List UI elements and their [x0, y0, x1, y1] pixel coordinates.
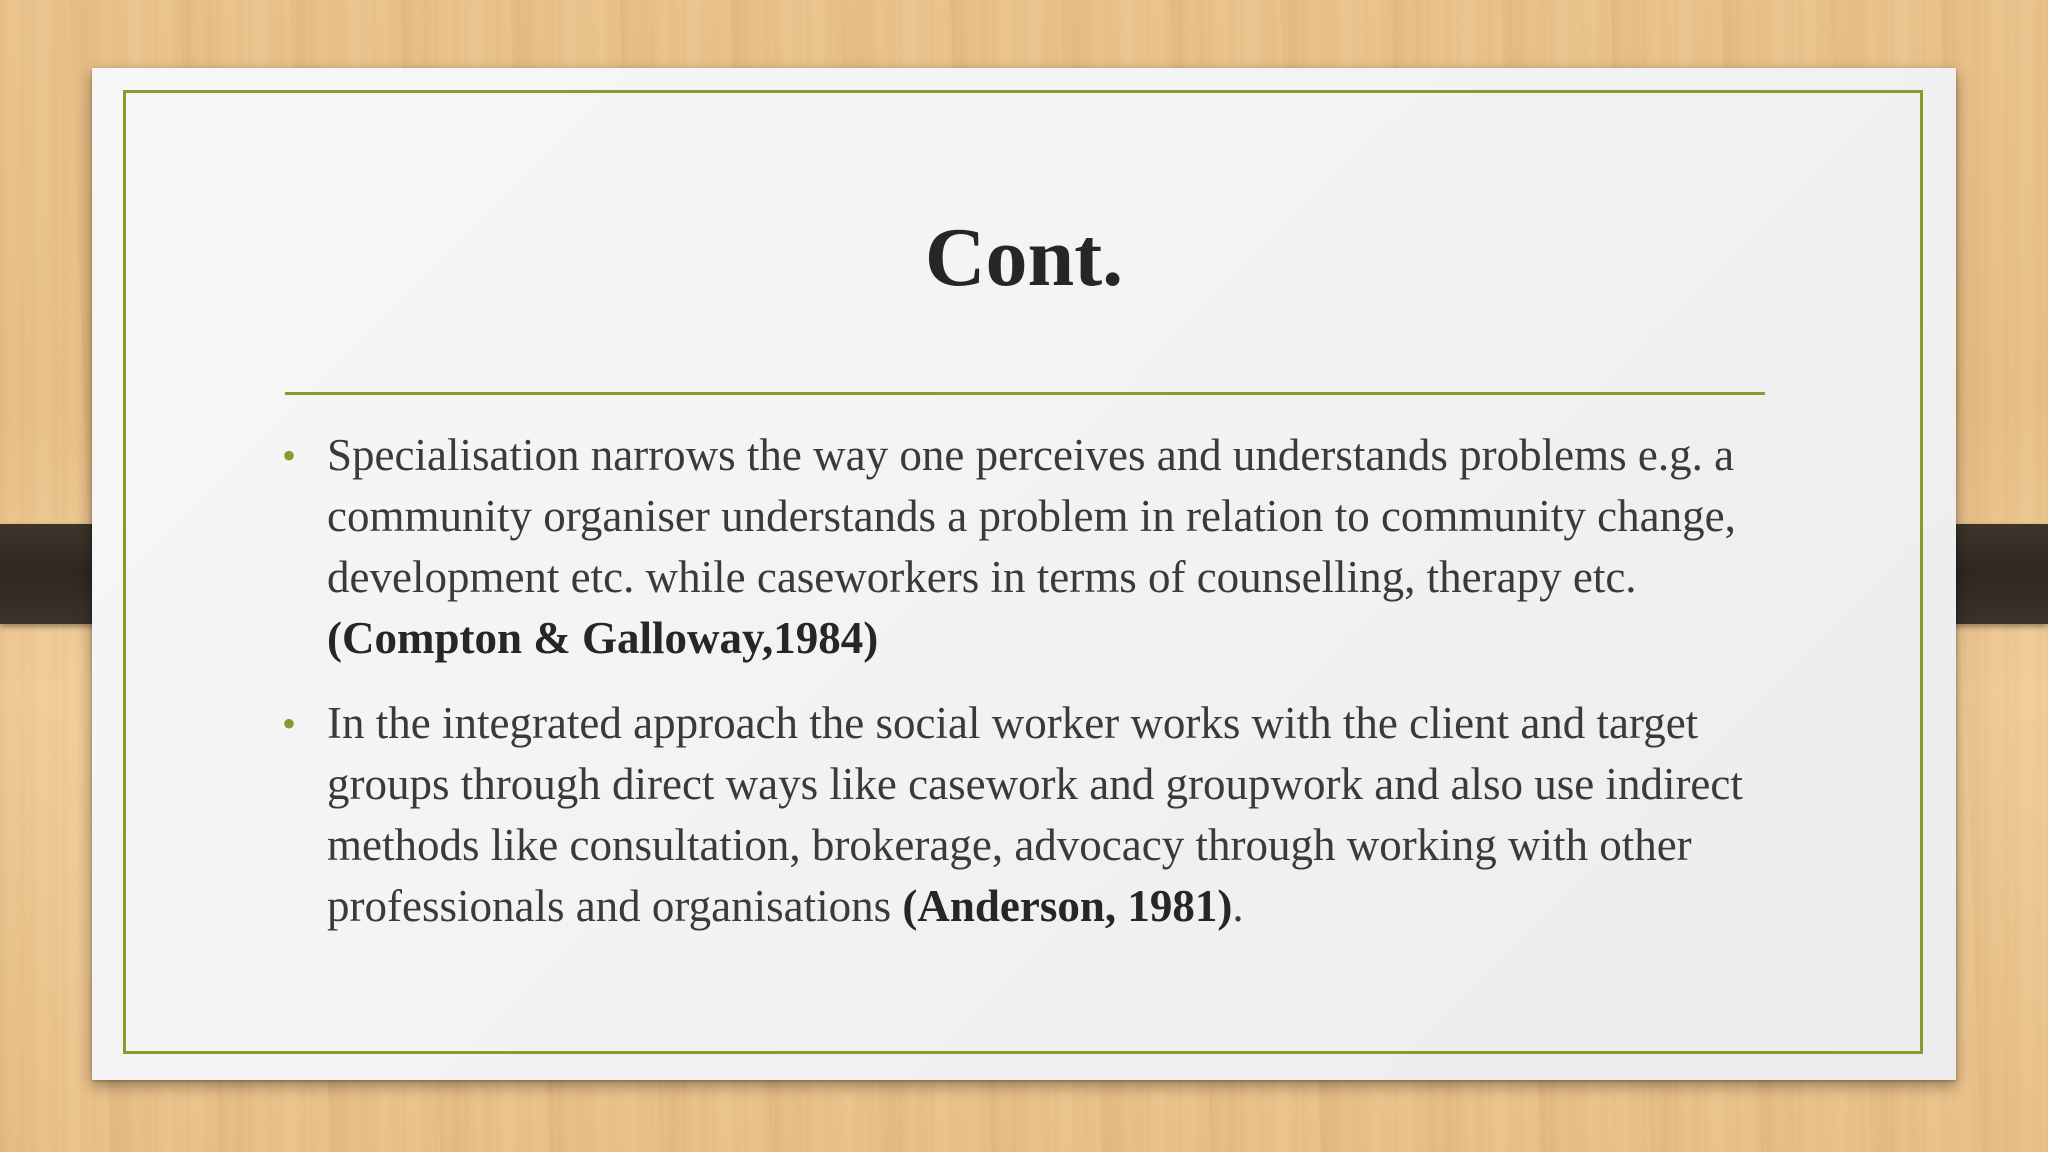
bullet-text: In the integrated approach the social worker works with the client and target groups through direct ways like casework and groupwork and also use indirect methods like consultation, brokerage, advocacy through working with other professionals and organisations: [327, 698, 1743, 931]
bullet-trailing: .: [1232, 881, 1244, 931]
bullet-list: [270, 425, 1790, 961]
title-divider: [285, 392, 1765, 395]
citation: (Anderson, 1981): [902, 881, 1233, 931]
bullet-icon: •: [282, 701, 297, 746]
slide-title: Cont.: [924, 211, 1124, 304]
bullet-item: [270, 693, 1790, 937]
bullet-item: [270, 425, 1790, 669]
bullet-icon: •: [282, 433, 297, 478]
citation: (Compton & Galloway,1984): [327, 613, 879, 663]
bullet-text: Specialisation narrows the way one perceives and understands problems e.g. a community organiser understands a problem in relation to community change, development etc. while caseworkers in terms of counselling, therapy etc.: [327, 430, 1736, 602]
